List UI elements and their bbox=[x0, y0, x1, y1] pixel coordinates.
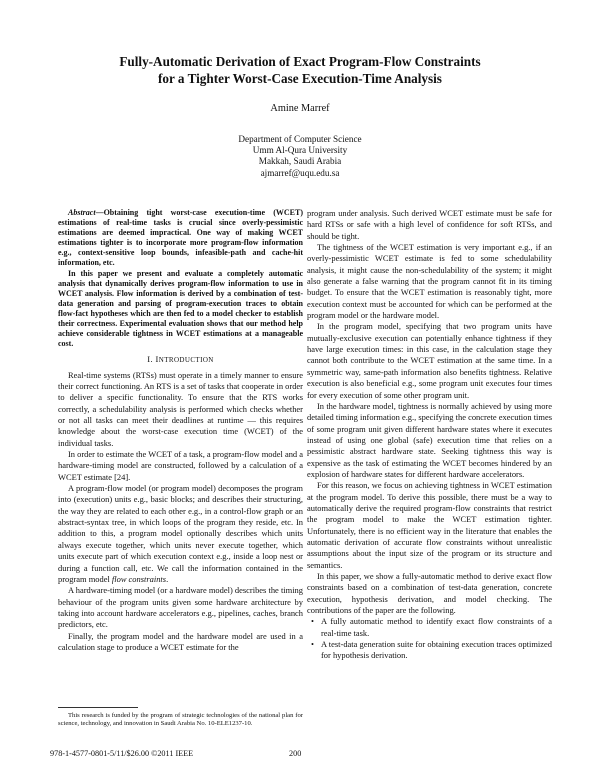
program-model-text: A program-flow model (or program model) decomposes the program into (execution) units e.g., basic blocks; and describes their structuring, the way they are related to each other e.g., in a control-flow graph or an abstract-syntax tree, in which loops of the program they reside, etc. In addition to this, a program model optionally describes which units always execute together, which units never execute together, which units execute part of which execution context e.g., inside a loop nest or during a function call, etc. We call the information contained in the program model bbox=[58, 483, 303, 584]
author-email: ajmarref@uqu.edu.sa bbox=[260, 167, 340, 178]
tightness-paragraph: The tightness of the WCET estimation is very important e.g., if an overly-pessimistic WCET estimate is fed to some schedulability analysis, it might cause the non-schedulability of the system; it might also generate a false warning that the program cannot fit in its timing budget. To ensure that the WCET estimation is reasonably tight, more execution context must be accounted for which can be performed at the program model or the hardware model. bbox=[307, 242, 552, 321]
flow-constraints-term: flow constraints bbox=[111, 573, 167, 584]
abstract-paragraph-2: In this paper we present and evaluate a completely automatic analysis that dynamically derives program-flow information to use in WCET analysis. Flow information is derived by a combination of test-data generation and parsing of program-execution traces to obtain flow-fact hypotheses which are then fed to a model checker to establish their correctness. Experimental evaluation shows that our method help achieve considerable tightness in WCET estimations at a manageable cost. bbox=[58, 268, 303, 349]
contributions-paragraph: In this paper, we show a fully-automatic method to derive exact flow constraints based on a combination of test-data generation, concrete execution, hypothesis derivation, and model checking. The contributions of the paper are the following. bbox=[307, 571, 552, 616]
copyright-footer: 978-1-4577-0801-5/11/$26.00 ©2011 IEEE bbox=[50, 749, 194, 758]
section-number: I. bbox=[147, 354, 154, 365]
footnote-rule bbox=[58, 707, 138, 708]
affiliation-city: Makkah, Saudi Arabia bbox=[258, 156, 342, 167]
abstract-label: Abstract bbox=[68, 208, 96, 217]
program-model-end: . bbox=[166, 573, 169, 584]
affiliation-university: Umm Al-Qura University bbox=[252, 145, 348, 156]
funding-footnote: This research is funded by the program of strategic technologies of the national plan for science, technology, and innovation in Saudi Arabia No. 10-ELE1237-10. bbox=[58, 712, 303, 728]
intro-paragraph-2: In order to estimate the WCET of a task, a program-flow model and a hardware-timing model are constructed, followed by a calculation of a WCET estimate [24]. bbox=[58, 449, 303, 482]
focus-paragraph: For this reason, we focus on achieving tightness in WCET estimation at the program model. To derive this possible, there must be a way to automatically derive the required program-flow constraints that restrict the program model to make the WCET estimation tighter. Unfortunately, there is no efficient way in the literature that enables the automatic derivation of accurate flow constraints without unrealistic assumptions about the input size of the program or its structure and semantics. bbox=[307, 480, 552, 570]
contributions-list bbox=[307, 616, 552, 661]
section-heading-introduction bbox=[58, 354, 303, 366]
continued-paragraph: program under analysis. Such derived WCET estimate must be safe for hard RTSs or safe with a high level of confidence for soft RTSs, and should be tight. bbox=[307, 208, 552, 241]
intro-paragraph-4: A hardware-timing model (or a hardware model) describes the timing behaviour of the program units given some hardware architecture by taking into account hardware accelerators e.g., pipelines, caches, branch predictors, etc. bbox=[58, 585, 303, 630]
right-column bbox=[307, 208, 552, 662]
abstract-paragraph bbox=[58, 208, 303, 269]
intro-paragraph-5: Finally, the program model and the hardware model are used in a calculation stage to produce a WCET estimate for the bbox=[58, 630, 303, 652]
title-line-1: Fully-Automatic Derivation of Exact Program-Flow Constraints bbox=[119, 54, 481, 69]
section-title-rest: NTRODUCTION bbox=[158, 356, 214, 365]
affiliation-department: Department of Computer Science bbox=[238, 134, 362, 144]
section-initial: I bbox=[155, 354, 159, 365]
author-affiliation bbox=[170, 134, 430, 179]
title-line-2: for a Tighter Worst-Case Execution-Time Analysis bbox=[158, 71, 442, 86]
list-item: • A test-data generation suite for obtaining execution traces optimized for hypothesis derivation. bbox=[321, 639, 552, 662]
abstract-text: —Obtaining tight worst-case execution-time (WCET) estimations of real-time tasks is crucial since overly-pessimistic estimations are deemed impractical. One way of making WCET estimations tighter is to incorporate more program-flow information e.g., context-sensitive loop bounds, infeasible-path and cache-hit information, etc. bbox=[58, 208, 303, 268]
intro-paragraph-3 bbox=[58, 483, 303, 585]
program-model-paragraph: In the program model, specifying that two program units have mutually-exclusive execution can potentially enhance tightness if they have large execution times: in this case, in the calculation stage they cannot both contribute to the WCET estimation at the same time. In a symmetric way, same-path information also benefits tightness. Relative execution is also beneficial e.g., some program unit executes four times for every execution of some other program unit. bbox=[307, 321, 552, 400]
hardware-model-paragraph: In the hardware model, tightness is normally achieved by using more detailed timing information e.g., specifying the concrete execution times of some program unit given different hardware states where it executes instead of using one global (safe) execution time that relies on a pessimistic abstract hardware state. Seeking tightness this way is expensive as the task of estimating the WCET becomes hindered by an explosion of hardware states for different hardware accelerators. bbox=[307, 400, 552, 479]
paper-title bbox=[0, 53, 600, 87]
page-number: 200 bbox=[289, 749, 302, 758]
list-item: • A fully automatic method to identify exact flow constraints of a real-time task. bbox=[321, 616, 552, 639]
intro-paragraph-1: Real-time systems (RTSs) must operate in a timely manner to ensure their correct functioning. An RTS is a set of tasks that cooperate in order to deliver a specific functionality. To ensure that the RTS works correctly, a schedulability analysis is performed which checks whether or not all tasks can meet their deadlines at runtime — this requires knowledge about the worst-case execution time (WCET) of the individual tasks. bbox=[58, 369, 303, 448]
author-name: Amine Marref bbox=[270, 103, 330, 114]
left-column bbox=[58, 208, 303, 653]
